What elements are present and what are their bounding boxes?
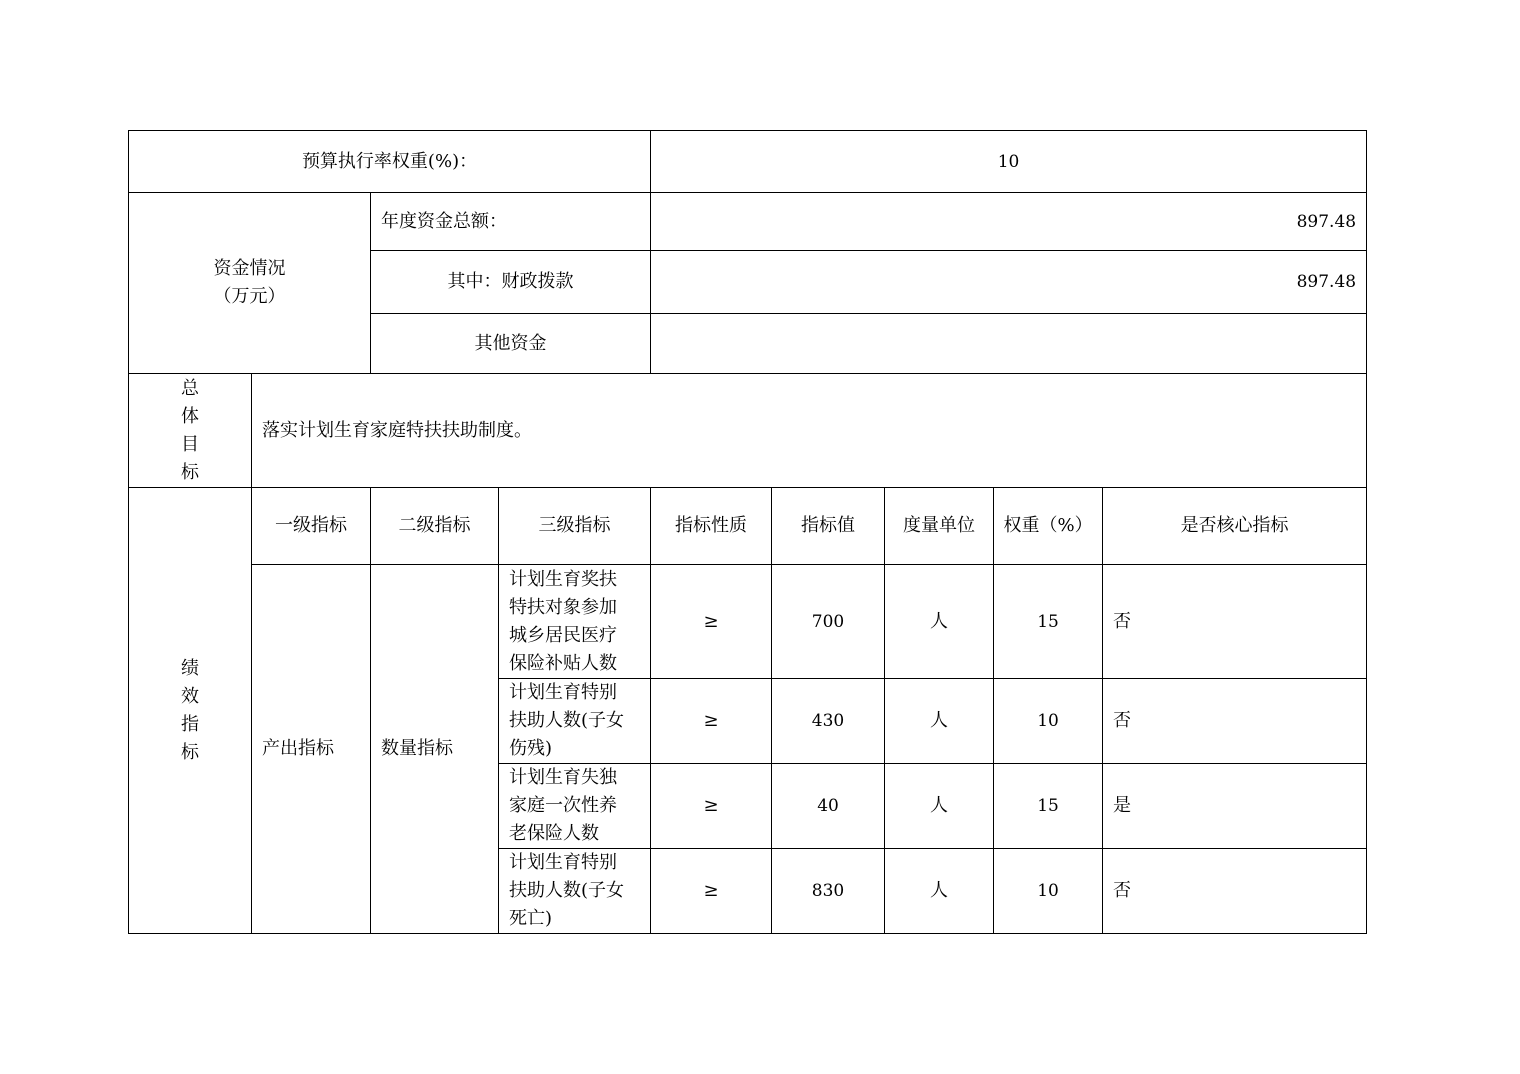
- performance-label: 绩效指标: [181, 657, 199, 763]
- funds-other-value: [651, 314, 1367, 374]
- header-core: 是否核心指标: [1103, 488, 1367, 565]
- funds-label-cell: [129, 193, 371, 374]
- indicator-name: 计划生育奖扶特扶对象参加城乡居民医疗保险补贴人数: [509, 568, 617, 674]
- budget-label: 预算执行率权重(%)：: [129, 131, 651, 193]
- header-weight: 权重（%）: [994, 488, 1103, 565]
- indicator-core: 否: [1103, 849, 1367, 934]
- indicator-weight: 10: [994, 679, 1103, 764]
- indicator-nature: ≥: [651, 679, 772, 764]
- indicator-nature: ≥: [651, 764, 772, 849]
- header-nature: 指标性质: [651, 488, 772, 565]
- performance-label-cell: [129, 488, 252, 934]
- header-value: 指标值: [772, 488, 885, 565]
- indicator-value: 700: [772, 565, 885, 679]
- indicator-core: 是: [1103, 764, 1367, 849]
- performance-header-row: [129, 488, 1367, 565]
- budget-value: 10: [651, 131, 1367, 193]
- goal-label: 总体目标: [181, 377, 199, 483]
- indicator-name-cell: [499, 764, 651, 849]
- indicator-core: 否: [1103, 679, 1367, 764]
- indicator-unit: 人: [885, 565, 994, 679]
- indicator-name-cell: [499, 849, 651, 934]
- indicator-nature: ≥: [651, 565, 772, 679]
- indicator-core: 否: [1103, 565, 1367, 679]
- indicator-value: 40: [772, 764, 885, 849]
- indicator-name: 计划生育特别扶助人数(子女伤残): [509, 682, 625, 759]
- indicator-unit: 人: [885, 764, 994, 849]
- funds-total-label: 年度资金总额：: [371, 193, 651, 251]
- indicator-weight: 10: [994, 849, 1103, 934]
- budget-row: [129, 131, 1367, 193]
- funds-other-label: 其他资金: [371, 314, 651, 374]
- goal-text: 落实计划生育家庭特扶扶助制度。: [252, 374, 1367, 488]
- indicator-weight: 15: [994, 764, 1103, 849]
- header-level3: 三级指标: [499, 488, 651, 565]
- indicator-unit: 人: [885, 849, 994, 934]
- header-unit: 度量单位: [885, 488, 994, 565]
- performance-target-table: [128, 130, 1367, 934]
- level2-value: 数量指标: [371, 565, 499, 934]
- indicator-name: 计划生育失独家庭一次性养老保险人数: [509, 767, 617, 844]
- indicator-unit: 人: [885, 679, 994, 764]
- funds-unit: （万元）: [213, 286, 286, 307]
- indicator-value: 430: [772, 679, 885, 764]
- indicator-nature: ≥: [651, 849, 772, 934]
- header-level1: 一级指标: [252, 488, 371, 565]
- indicator-name-cell: [499, 679, 651, 764]
- funds-fiscal-label: 其中：财政拨款: [371, 251, 651, 314]
- funds-label: 资金情况: [213, 258, 286, 279]
- funds-total-value: 897.48: [651, 193, 1367, 251]
- indicator-value: 830: [772, 849, 885, 934]
- header-level2: 二级指标: [371, 488, 499, 565]
- indicator-weight: 15: [994, 565, 1103, 679]
- indicator-name: 计划生育特别扶助人数(子女死亡): [509, 852, 625, 929]
- indicator-row: [129, 565, 1367, 679]
- funds-fiscal-value: 897.48: [651, 251, 1367, 314]
- goal-row: [129, 374, 1367, 488]
- goal-label-cell: [129, 374, 252, 488]
- level1-value: 产出指标: [252, 565, 371, 934]
- funds-total-row: [129, 193, 1367, 251]
- indicator-name-cell: [499, 565, 651, 679]
